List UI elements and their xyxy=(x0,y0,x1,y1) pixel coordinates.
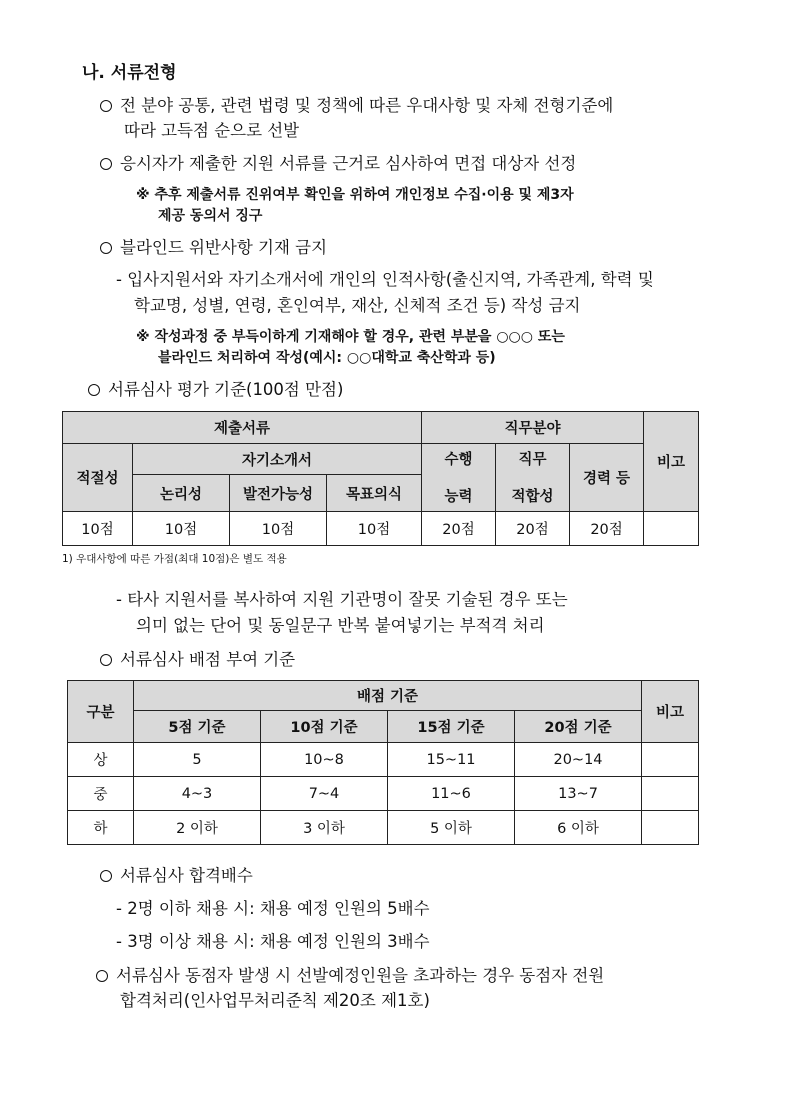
header-jobfit: 직무 적합성 xyxy=(496,444,570,511)
table-cell xyxy=(642,743,699,777)
scoring-table xyxy=(67,680,699,845)
table-row xyxy=(68,811,699,845)
table-cell xyxy=(642,777,699,811)
table-cell: 20점 xyxy=(570,511,644,545)
circle-bullet-icon xyxy=(88,384,100,396)
bullet-7: 서류심사 동점자 발생 시 선발예정인원을 초과하는 경우 동점자 전원 xyxy=(96,962,604,986)
bullet-7-cont: 합격처리(인사업무처리준칙 제20조 제1호) xyxy=(120,991,430,1010)
header-col: 5점 기준 xyxy=(134,711,261,743)
table-cell: 2 이하 xyxy=(134,811,261,845)
circle-bullet-icon xyxy=(100,654,112,666)
table-row xyxy=(68,743,699,777)
table-cell: 4~3 xyxy=(134,777,261,811)
table-cell xyxy=(642,811,699,845)
header-note: 비고 xyxy=(642,681,699,743)
header-intro: 자기소개서 xyxy=(133,444,422,475)
header-perf: 수행 능력 xyxy=(422,444,496,511)
table-cell: 10~8 xyxy=(261,743,388,777)
header-job: 직무분야 xyxy=(422,412,644,444)
table-cell: 7~4 xyxy=(261,777,388,811)
header-growth: 발전가능성 xyxy=(230,475,327,511)
header-docs: 제출서류 xyxy=(63,412,422,444)
circle-bullet-icon xyxy=(100,158,112,170)
dash-2: - 타사 지원서를 복사하여 지원 기관명이 잘못 기술된 경우 또는 xyxy=(116,590,568,609)
note-1: ※ 추후 제출서류 진위여부 확인을 위하여 개인정보 수집·이용 및 제3자 xyxy=(136,187,574,203)
evaluation-table xyxy=(62,411,699,546)
table-cell: 5 xyxy=(134,743,261,777)
header-col: 20점 기준 xyxy=(515,711,642,743)
dash-1: - 입사지원서와 자기소개서에 개인의 인적사항(출신지역, 가족관계, 학력 및 xyxy=(116,270,654,289)
row-label: 상 xyxy=(68,743,134,777)
bullet-2: 응시자가 제출한 지원 서류를 근거로 심사하여 면접 대상자 선정 xyxy=(100,150,576,174)
table-cell: 11~6 xyxy=(388,777,515,811)
table-cell: 3 이하 xyxy=(261,811,388,845)
header-col: 15점 기준 xyxy=(388,711,515,743)
header-col: 10점 기준 xyxy=(261,711,388,743)
header-career: 경력 등 xyxy=(570,444,644,511)
circle-bullet-icon xyxy=(100,242,112,254)
table-cell: 20점 xyxy=(496,511,570,545)
header-goal: 목표의식 xyxy=(327,475,422,511)
bullet-4: 서류심사 평가 기준(100점 만점) xyxy=(88,376,343,400)
circle-bullet-icon xyxy=(96,970,108,982)
table-cell: 10점 xyxy=(63,511,133,545)
note-1-cont: 제공 동의서 징구 xyxy=(158,208,263,224)
bullet-5: 서류심사 배점 부여 기준 xyxy=(100,646,295,670)
table-cell: 20~14 xyxy=(515,743,642,777)
bullet-3: 블라인드 위반사항 기재 금지 xyxy=(100,234,327,258)
row-label: 하 xyxy=(68,811,134,845)
table-cell: 10점 xyxy=(230,511,327,545)
table-cell: 15~11 xyxy=(388,743,515,777)
bullet-1-cont: 따라 고득점 순으로 선발 xyxy=(124,121,300,140)
bullet-6: 서류심사 합격배수 xyxy=(100,862,253,886)
table-cell: 6 이하 xyxy=(515,811,642,845)
table-footnote: 1) 우대사항에 따른 가점(최대 10점)은 별도 적용 xyxy=(62,553,287,565)
table-cell: 13~7 xyxy=(515,777,642,811)
header-score: 배점 기준 xyxy=(134,681,642,711)
table-cell: 10점 xyxy=(133,511,230,545)
header-fit: 적절성 xyxy=(63,444,133,511)
dash-4: - 3명 이상 채용 시: 채용 예정 인원의 3배수 xyxy=(116,932,430,951)
circle-bullet-icon xyxy=(100,870,112,882)
table-cell: 10점 xyxy=(327,511,422,545)
header-div: 구분 xyxy=(68,681,134,743)
table-cell: 5 이하 xyxy=(388,811,515,845)
table-cell xyxy=(644,511,699,545)
dash-2-cont: 의미 없는 단어 및 동일문구 반복 붙여넣기는 부적격 처리 xyxy=(136,616,545,635)
dash-3: - 2명 이하 채용 시: 채용 예정 인원의 5배수 xyxy=(116,899,430,918)
section-title: 나. 서류전형 xyxy=(82,63,177,83)
header-logic: 논리성 xyxy=(133,475,230,511)
note-2-cont: 블라인드 처리하여 작성(예시: ○○대학교 축산학과 등) xyxy=(158,350,496,366)
header-note: 비고 xyxy=(644,412,699,512)
table-row xyxy=(68,777,699,811)
circle-bullet-icon xyxy=(100,100,112,112)
note-2: ※ 작성과정 중 부득이하게 기재해야 할 경우, 관련 부분을 ○○○ 또는 xyxy=(136,329,565,345)
bullet-1: 전 분야 공통, 관련 법령 및 정책에 따른 우대사항 및 자체 전형기준에 xyxy=(100,92,613,116)
dash-1-cont: 학교명, 성별, 연령, 혼인여부, 재산, 신체적 조건 등) 작성 금지 xyxy=(134,296,581,315)
table-cell: 20점 xyxy=(422,511,496,545)
row-label: 중 xyxy=(68,777,134,811)
